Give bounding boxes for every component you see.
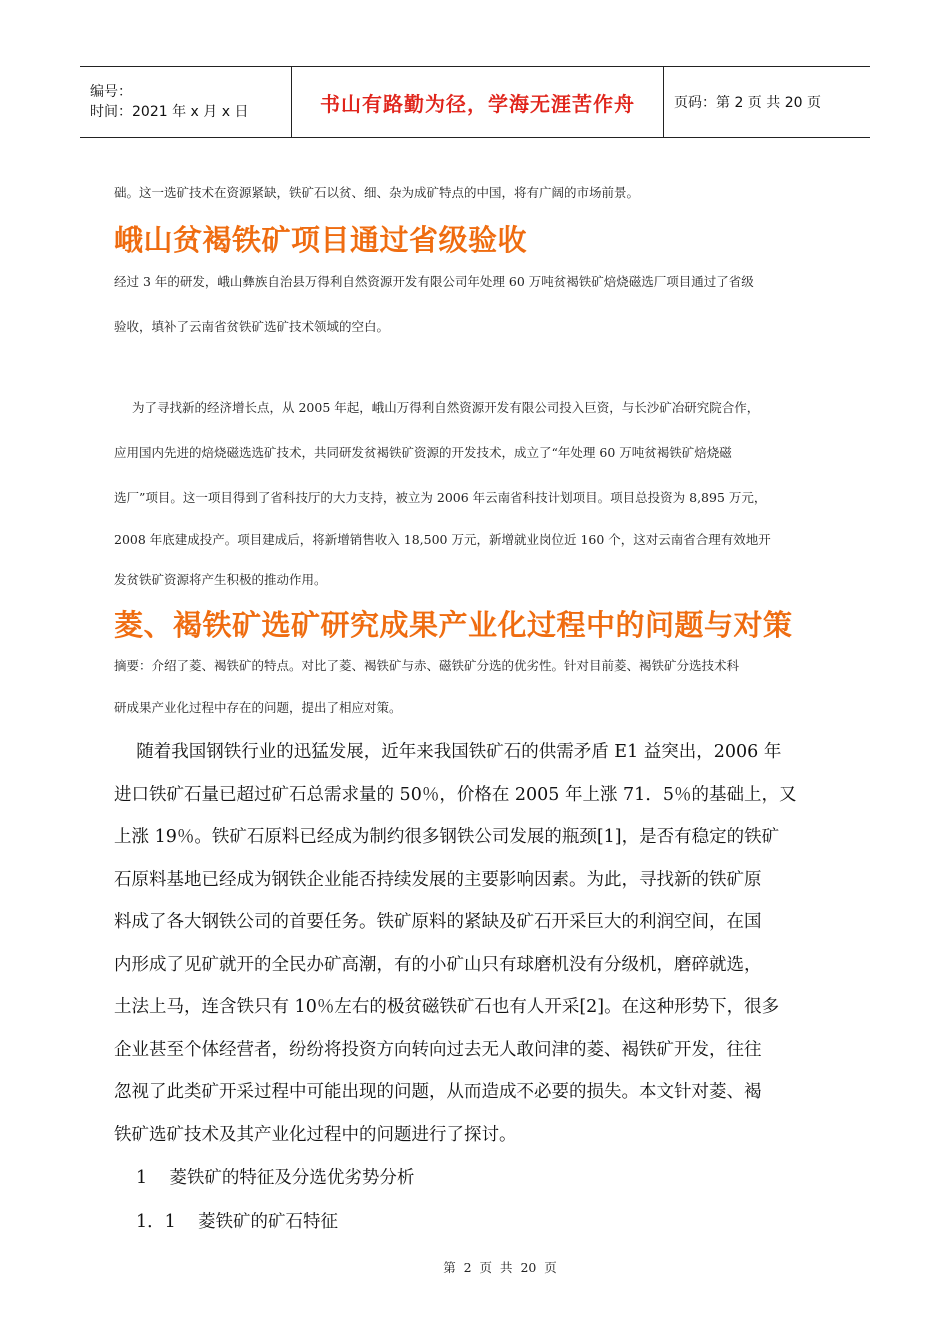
page-footer: 第 2 页 共 20 页 bbox=[443, 1260, 557, 1275]
number-label: 编号： bbox=[90, 84, 132, 100]
section1-title: 峨山贫褐铁矿项目通过省级验收 bbox=[114, 223, 528, 257]
section1-para2-line: 为了寻找新的经济增长点，从 2005 年起，峨山万得利自然资源开发有限公司投入巨资，与长沙矿冶研究院合作， bbox=[132, 400, 760, 415]
section1-para1-line: 经过 3 年的研发，峨山彝族自治县万得利自然资源开发有限公司年处理 60 万吨贫褐铁矿焙烧磁选厂项目通过了省级 bbox=[114, 274, 754, 289]
body-line: 进口铁矿石量已超过矿石总需求量的 50％，价格在 2005 年上涨 71．5％的基础上，又 bbox=[114, 785, 797, 805]
section1-para1-line: 验收，填补了云南省贫铁矿选矿技术领域的空白。 bbox=[114, 319, 390, 334]
header-left bbox=[80, 67, 291, 137]
body-line: 土法上马，连含铁只有 10％左右的极贫磁铁矿石也有人开采[2]。在这种形势下，很多 bbox=[114, 997, 780, 1017]
section-heading-1-1: 1．1 菱铁矿的矿石特征 bbox=[136, 1212, 339, 1232]
body-line: 石原料基地已经成为钢铁企业能否持续发展的主要影响因素。为此，寻找新的铁矿原 bbox=[114, 870, 762, 890]
body-line: 随着我国钢铁行业的迅猛发展，近年来我国铁矿石的供需矛盾 E1 益突出，2006 年 bbox=[114, 742, 782, 762]
section1-para2-line: 2008 年底建成投产。项目建成后，将新增销售收入 18,500 万元，新增就业岗位近 160 个，这对云南省合理有效地开 bbox=[114, 532, 771, 547]
header-right bbox=[664, 67, 821, 137]
page-info: 页码：第 2 页 共 20 页 bbox=[674, 95, 821, 111]
time-label: 时间：2021 年 x 月 x 日 bbox=[90, 104, 249, 120]
body-line: 上涨 19％。铁矿石原料已经成为制约很多钢铁公司发展的瓶颈[1]，是否有稳定的铁矿 bbox=[114, 827, 780, 847]
body-line: 内形成了见矿就开的全民办矿高潮，有的小矿山只有球磨机没有分级机，磨碎就选， bbox=[114, 955, 762, 975]
section1-para2-line: 发贫铁矿资源将产生积极的推动作用。 bbox=[114, 572, 327, 587]
body-line: 铁矿选矿技术及其产业化过程中的问题进行了探讨。 bbox=[114, 1125, 517, 1145]
body-line: 企业甚至个体经营者，纷纷将投资方向转向过去无人敢问津的菱、褐铁矿开发，往往 bbox=[114, 1040, 762, 1060]
body-line: 忽视了此类矿开采过程中可能出现的问题，从而造成不必要的损失。本文针对菱、褐 bbox=[114, 1082, 762, 1102]
section2-title: 菱、褐铁矿选矿研究成果产业化过程中的问题与对策 bbox=[114, 608, 793, 642]
body-line: 料成了各大钢铁公司的首要任务。铁矿原料的紧缺及矿石开采巨大的利润空间，在国 bbox=[114, 912, 762, 932]
abstract-line: 摘要：介绍了菱、褐铁矿的特点。对比了菱、褐铁矿与赤、磁铁矿分选的优劣性。针对目前菱、褐铁矿分选技术科 bbox=[114, 658, 740, 673]
header-motto: 书山有路勤为径，学海无涯苦作舟 bbox=[320, 91, 635, 116]
section1-para2-line: 应用国内先进的焙烧磁选选矿技术，共同研发贫褐铁矿资源的开发技术，成立了“年处理 60 万吨贫褐铁矿焙烧磁 bbox=[114, 445, 732, 460]
section-heading-1: 1 菱铁矿的特征及分选优劣势分析 bbox=[136, 1168, 415, 1188]
section1-para2-line: 选厂”项目。这一项目得到了省科技厅的大力支持，被立为 2006 年云南省科技计划项目。项目总投资为 8,895 万元， bbox=[114, 490, 767, 505]
header-center bbox=[291, 67, 664, 137]
page-header bbox=[80, 66, 870, 138]
abstract-line: 研成果产业化过程中存在的问题，提出了相应对策。 bbox=[114, 700, 402, 715]
intro-line: 础。这一选矿技术在资源紧缺，铁矿石以贫、细、杂为成矿特点的中国，将有广阔的市场前景。 bbox=[114, 185, 640, 200]
